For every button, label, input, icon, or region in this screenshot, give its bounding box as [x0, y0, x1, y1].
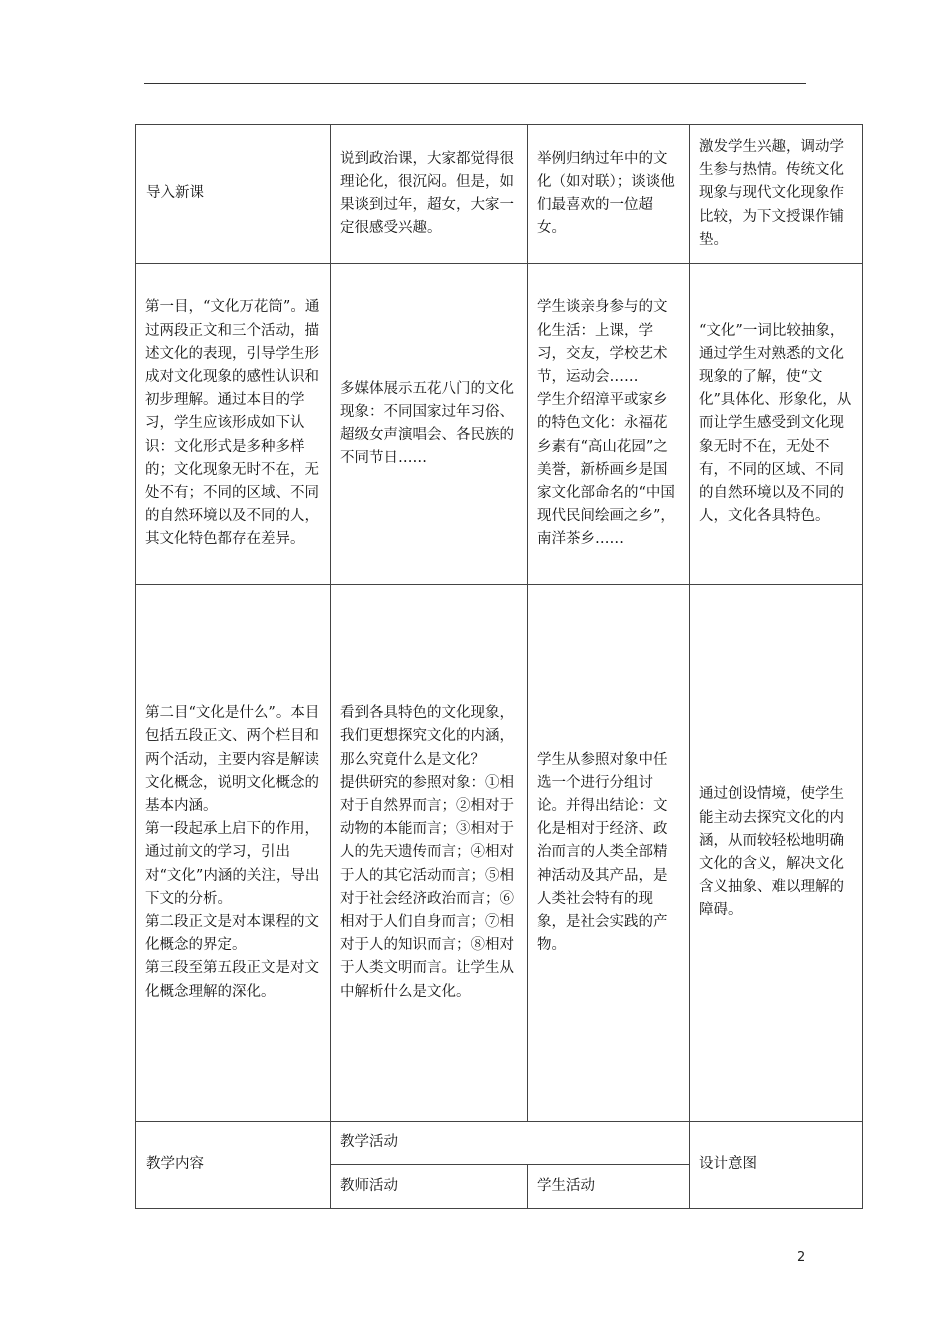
table-row: [136, 125, 863, 264]
cell-content: 第二目“文化是什么”。本目包括五段正文、两个栏目和两个活动，主要内容是解读文化概念，说明文化概念的基本内涵。 第一段起承上启下的作用，通过前文的学习，引出对“文化”内涵的关注，导出下文的分析。 第二段正文是对本课程的文化概念的界定。 第三段至第五段正文是对文化概念理解的深化。: [136, 585, 331, 1122]
header-design-intent: 设计意图: [690, 1122, 863, 1209]
cell-student-activity: 举例归纳过年中的文化（如对联）；谈谈他们最喜欢的一位超女。: [528, 125, 690, 264]
header-teacher-activity: 教师活动: [331, 1165, 528, 1209]
cell-design-intent: 激发学生兴趣，调动学生参与热情。传统文化现象与现代文化现象作比较，为下文授课作铺垫。: [690, 125, 863, 264]
header-student-activity: 学生活动: [528, 1165, 690, 1209]
cell-student-activity: 学生谈亲身参与的文化生活：上课，学习，交友，学校艺术节，运动会…… 学生介绍漳平或家乡的特色文化：永福花乡素有“高山花园”之美誉，新桥画乡是国家文化部命名的“中国现代民间绘画之乡”，南洋茶乡……: [528, 264, 690, 585]
cell-design-intent: “文化”一词比较抽象，通过学生对熟悉的文化现象的了解，使“文化”具体化、形象化，从而让学生感受到文化现象无时不在，无处不有，不同的区域、不同的自然环境以及不同的人，文化各具特色。: [690, 264, 863, 585]
cell-design-intent: 通过创设情境，使学生能主动去探究文化的内涵，从而较轻松地明确文化的含义，解决文化含义抽象、难以理解的障碍。: [690, 585, 863, 1122]
lesson-plan-table: [135, 124, 863, 1209]
page-number: 2: [797, 1250, 806, 1265]
cell-content: 导入新课: [136, 125, 331, 264]
table-row: [136, 585, 863, 1122]
cell-teacher-activity: 看到各具特色的文化现象，我们更想探究文化的内涵，那么究竟什么是文化？ 提供研究的参照对象：①相对于自然界而言；②相对于动物的本能而言；③相对于人的先天遗传而言；④相对于人的其它活动而言；⑤相对于社会经济政治而言；⑥相对于人们自身而言；⑦相对于人的知识而言；⑧相对于人类文明而言。让学生从中解析什么是文化。: [331, 585, 528, 1122]
header-rule: [144, 83, 806, 84]
cell-teacher-activity: 说到政治课，大家都觉得很理论化，很沉闷。但是，如果谈到过年，超女，大家一定很感受兴趣。: [331, 125, 528, 264]
cell-student-activity: 学生从参照对象中任选一个进行分组讨论。并得出结论：文化是相对于经济、政治而言的人类全部精神活动及其产品，是人类社会特有的现象，是社会实践的产物。: [528, 585, 690, 1122]
header-content: 教学内容: [136, 1122, 331, 1209]
cell-content: 第一目，“文化万花筒”。通过两段正文和三个活动，描述文化的表现，引导学生形成对文化现象的感性认识和初步理解。通过本目的学习，学生应该形成如下认识：文化形式是多种多样的；文化现象无时不在，无处不有；不同的区域、不同的自然环境以及不同的人，其文化特色都存在差异。: [136, 264, 331, 585]
table-row: [136, 264, 863, 585]
table-header-row: [136, 1122, 863, 1165]
header-activities: 教学活动: [331, 1122, 690, 1165]
cell-teacher-activity: 多媒体展示五花八门的文化现象：不同国家过年习俗、超级女声演唱会、各民族的不同节日……: [331, 264, 528, 585]
